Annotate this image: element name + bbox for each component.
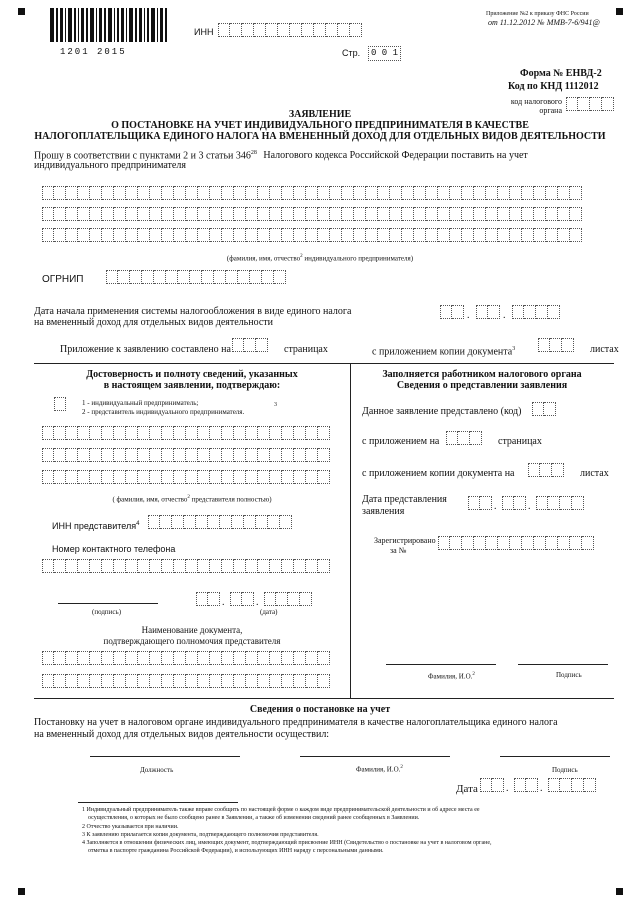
start-date-label-1: Дата начала применения системы налогообложения в виде единого налога bbox=[34, 306, 352, 317]
rep-fio-row-3[interactable] bbox=[42, 470, 330, 484]
sheets-label: листах bbox=[590, 344, 619, 355]
with-attach-label: с приложением на bbox=[362, 436, 440, 447]
doc-row-2[interactable] bbox=[42, 674, 330, 688]
title-line2: О ПОСТАНОВКЕ НА УЧЕТ ИНДИВИДУАЛЬНОГО ПРЕДПРИНИМАТЕЛЯ В КАЧЕСТВЕ bbox=[111, 120, 529, 131]
footnote-1a: 1 Индивидуальный предприниматель также вправе сообщить по настоящей форме о каждом виде предпринимательской деятельности и об адресе места ее bbox=[82, 807, 480, 813]
footnote-4a: 4 Заполняется в отношении физических лиц, имеющих документ, подтверждающий присвоение ИНН (Свидетельство о постановке на учет в налоговом органе, bbox=[82, 840, 492, 846]
right-sign-caption: Подпись bbox=[556, 671, 582, 679]
request-text-a: Прошу в соответствии с пунктами 2 и 3 статьи 346 bbox=[34, 150, 251, 162]
bottom-fio-text: Фамилия, И.О. bbox=[356, 765, 401, 774]
inn-cells[interactable] bbox=[218, 23, 362, 37]
corner-marker-bl bbox=[18, 888, 25, 895]
start-date-month[interactable] bbox=[476, 305, 500, 319]
page-label: Стр. bbox=[342, 48, 361, 58]
corner-marker-tl bbox=[18, 8, 25, 15]
submit-date-month[interactable] bbox=[502, 496, 526, 510]
rep-fio-row-1[interactable] bbox=[42, 426, 330, 440]
submitted-label: Данное заявление представлено (код) bbox=[362, 406, 522, 417]
bottom-sign-line bbox=[500, 756, 610, 757]
registered-number-cells[interactable] bbox=[438, 536, 594, 550]
rep-date-day[interactable] bbox=[196, 592, 220, 606]
right-with-copy-label: с приложением копии документа на bbox=[362, 468, 515, 479]
option-footnote: 3 bbox=[274, 402, 277, 408]
ogrnip-label: ОГРНИП bbox=[42, 274, 84, 285]
tax-org-code-label: код налогового органа bbox=[510, 97, 562, 115]
sign-line-left bbox=[58, 603, 158, 604]
copy-sheets-cells[interactable] bbox=[538, 338, 574, 352]
bottom-date-day[interactable] bbox=[480, 778, 504, 792]
bottom-fio-line bbox=[300, 756, 450, 757]
submitted-code-cells[interactable] bbox=[532, 402, 556, 416]
rep-fio-row-2[interactable] bbox=[42, 448, 330, 462]
bottom-head: Сведения о постановке на учет bbox=[249, 704, 391, 715]
fio-caption-b: индивидуального предпринимателя) bbox=[304, 254, 414, 263]
registered-label-2: за № bbox=[390, 546, 407, 555]
bottom-fio-caption: Фамилия, И.О.$^2$ bbox=[356, 765, 403, 774]
annex-line: Приложение №2 к приказу ФНС России bbox=[486, 11, 589, 17]
right-fio-caption: Фамилия, И.О.$^2$ bbox=[428, 672, 475, 681]
right-fio-line bbox=[386, 664, 496, 665]
sign-caption-left: (подпись) bbox=[92, 608, 122, 616]
bottom-date-dot-2: . bbox=[540, 783, 543, 794]
bottom-line-1: Постановку на учет в налоговом органе индивидуального предпринимателя в качестве налогоплательщика единого налога bbox=[34, 717, 558, 728]
divider-top bbox=[34, 363, 614, 364]
submit-date-dot-1: . bbox=[494, 501, 497, 512]
date-caption-left: (дата) bbox=[260, 608, 278, 616]
signer-option-1: 1 - индивидуальный предприниматель; bbox=[82, 399, 199, 407]
bottom-date-month[interactable] bbox=[514, 778, 538, 792]
date-dot-2: . bbox=[503, 310, 506, 321]
submit-date-dot-2: . bbox=[528, 501, 531, 512]
left-head-2: в настоящем заявлении, подтверждаю: bbox=[103, 380, 281, 391]
doc-label-1: Наименование документа, bbox=[141, 625, 243, 635]
divider-bottom bbox=[34, 698, 614, 699]
inn-label: ИНН bbox=[194, 27, 214, 37]
right-pages-label: страницах bbox=[498, 436, 542, 447]
position-caption: Должность bbox=[140, 766, 174, 774]
doc-label-2: подтверждающего полномочия представителя bbox=[103, 636, 281, 646]
right-fio-text: Фамилия, И.О. bbox=[428, 672, 473, 681]
phone-row-1[interactable] bbox=[42, 559, 330, 573]
bottom-date-year[interactable] bbox=[548, 778, 596, 792]
rep-date-month[interactable] bbox=[230, 592, 254, 606]
inn-rep-text: ИНН представителя bbox=[52, 521, 137, 531]
knd-code: Код по КНД 1112012 bbox=[508, 81, 599, 92]
submit-date-day[interactable] bbox=[468, 496, 492, 510]
bottom-date-dot-1: . bbox=[506, 783, 509, 794]
submit-date-year[interactable] bbox=[536, 496, 584, 510]
rep-date-dot-2: . bbox=[256, 597, 259, 608]
fio-caption: (фамилия, имя, отчество$^2$ индивидуального предпринимателя) bbox=[226, 254, 414, 263]
rep-fio-caption: ( фамилия, имя, отчество$^2$ представителя полностью) bbox=[112, 495, 272, 504]
rep-fio-caption-b: представителя полностью) bbox=[191, 495, 272, 504]
start-date-day[interactable] bbox=[440, 305, 464, 319]
page-value[interactable]: 0 0 1 bbox=[368, 46, 401, 61]
right-head-2: Сведения о представлении заявления bbox=[396, 380, 568, 391]
pages-label: страницах bbox=[284, 344, 328, 355]
footnote-2: 2 Отчество указывается при наличии. bbox=[82, 824, 179, 830]
fio-row-1[interactable] bbox=[42, 186, 582, 200]
with-copy-text: с приложением копии документа bbox=[372, 346, 513, 358]
with-copy-label: с приложением копии документа$^3$ bbox=[372, 346, 516, 358]
date-dot-1: . bbox=[467, 310, 470, 321]
position-line bbox=[90, 756, 240, 757]
title-line1: ЗАЯВЛЕНИЕ bbox=[288, 109, 352, 120]
signer-option-2: 2 - представитель индивидуального предпринимателя. bbox=[82, 408, 245, 416]
title-line3: НАЛОГОПЛАТЕЛЬЩИКА ЕДИНОГО НАЛОГА НА ВМЕНЕННЫЙ ДОХОД ДЛЯ ОТДЕЛЬНЫХ ВИДОВ ДЕЯТЕЛЬНОСТИ bbox=[34, 131, 606, 142]
right-sign-line bbox=[518, 664, 608, 665]
attached-label: Приложение к заявлению составлено на bbox=[60, 344, 231, 355]
footnote-3: 3 К заявлению прилагается копия документа, подтверждающего полномочия представителя. bbox=[82, 832, 319, 838]
fio-caption-a: (фамилия, имя, отчество bbox=[226, 254, 301, 263]
phone-label: Номер контактного телефона bbox=[52, 544, 176, 554]
bottom-line-2: на вмененный доход для отдельных видов деятельности осуществил: bbox=[34, 729, 330, 740]
right-sheets-label: листах bbox=[580, 468, 609, 479]
form-number: Форма № ЕНВД-2 bbox=[520, 68, 602, 79]
footnote-1b: осуществления, о которых не было сообщено ранее в Заявлении, а также об изменении сведений ранее сообщенных в Заявлении. bbox=[88, 815, 420, 821]
corner-marker-tr bbox=[616, 8, 623, 15]
annex-handwritten: от 11.12.2012 № ММВ-7-6/941@ bbox=[488, 18, 600, 27]
footnote-4b: отметка в паспорте гражданина Российской Федерации), и использующих ИНН наряду с персональными данными. bbox=[88, 848, 384, 854]
registered-label-1: Зарегистрировано bbox=[374, 536, 436, 545]
bottom-date-label: Дата bbox=[456, 783, 478, 795]
divider-vertical bbox=[350, 363, 351, 698]
submit-date-label-1: Дата представления bbox=[362, 494, 447, 505]
corner-marker-br bbox=[616, 888, 623, 895]
request-line2: индивидуального предпринимателя bbox=[34, 160, 186, 171]
submit-date-label-2: заявления bbox=[362, 506, 405, 517]
right-head-1: Заполняется работником налогового органа bbox=[382, 369, 582, 380]
inn-rep-cells[interactable] bbox=[148, 515, 292, 529]
request-text-b: Налогового кодекса Российской Федерации поставить на учет bbox=[263, 150, 528, 162]
bottom-sign-caption: Подпись bbox=[552, 766, 578, 774]
left-head-1: Достоверность и полноту сведений, указанных bbox=[86, 369, 298, 380]
request-sup: 28 bbox=[250, 150, 257, 156]
rep-date-year[interactable] bbox=[264, 592, 312, 606]
attached-pages-cells[interactable] bbox=[232, 338, 268, 352]
right-pages-cells[interactable] bbox=[446, 431, 482, 445]
ogrnip-cells[interactable] bbox=[106, 270, 286, 284]
inn-rep-label: ИНН представителя$^4$ bbox=[52, 521, 140, 531]
start-date-label-2: на вмененный доход для отдельных видов деятельности bbox=[34, 317, 273, 328]
doc-row-1[interactable] bbox=[42, 651, 330, 665]
signer-type-cell[interactable] bbox=[54, 397, 66, 411]
footnote-rule bbox=[78, 802, 238, 803]
barcode-number: 1201 2015 bbox=[60, 47, 127, 57]
rep-fio-caption-a: ( фамилия, имя, отчество bbox=[112, 495, 188, 504]
start-date-year[interactable] bbox=[512, 305, 560, 319]
fio-row-3[interactable] bbox=[42, 228, 582, 242]
fio-row-2[interactable] bbox=[42, 207, 582, 221]
rep-date-dot-1: . bbox=[222, 597, 225, 608]
barcode bbox=[50, 8, 170, 48]
right-sheets-cells[interactable] bbox=[528, 463, 564, 477]
